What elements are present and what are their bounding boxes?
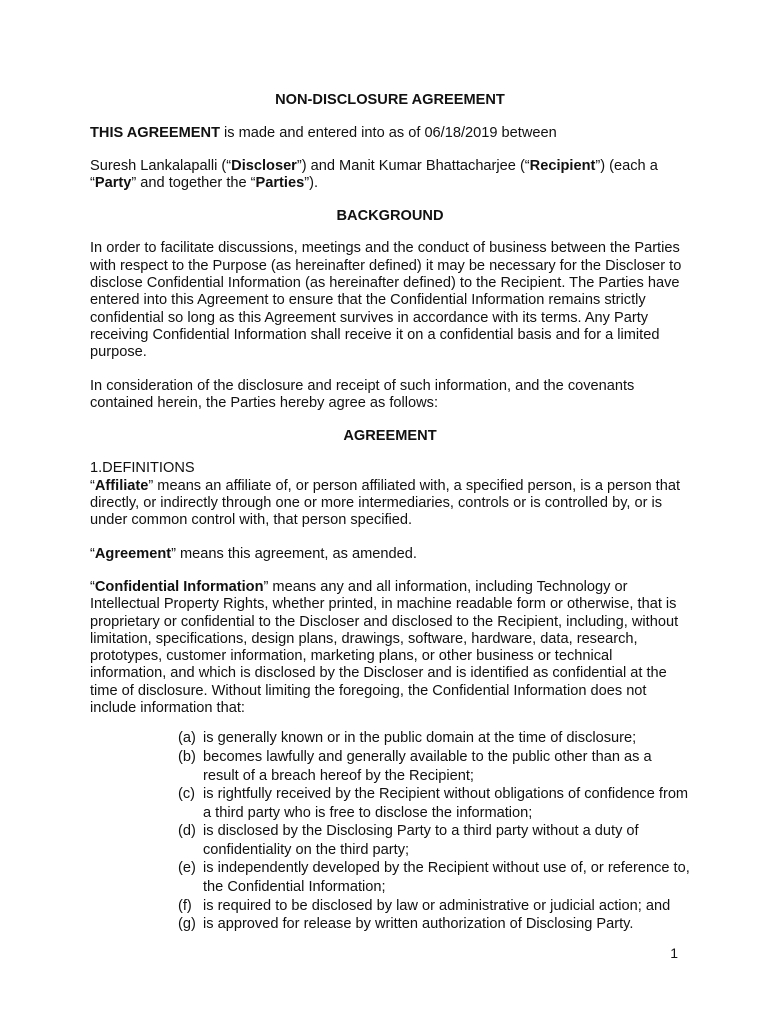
discloser-name: Suresh Lankalapalli [90, 157, 218, 174]
list-marker: (b) [178, 748, 196, 765]
agreement-heading: AGREEMENT [343, 428, 437, 445]
list-marker: (c) [178, 786, 196, 803]
definition-affiliate [90, 478, 690, 530]
list-item-text: is approved for release by written authorization of Disclosing Party. [203, 916, 634, 933]
list-marker: (e) [178, 860, 196, 877]
agreement-definition: ” means this agreement, as amended. [171, 545, 417, 562]
list-item [178, 897, 690, 916]
list-item-text: becomes lawfully and generally available to the public other than as a result of a breach hereof by the Recipient; [203, 748, 652, 784]
parties-paragraph [90, 158, 690, 193]
definition-confidential-information [90, 579, 690, 717]
list-item [178, 785, 690, 822]
list-marker: (d) [178, 823, 196, 840]
intro-lead: THIS AGREEMENT [90, 125, 220, 142]
background-heading: BACKGROUND [336, 208, 444, 225]
definition-agreement [90, 546, 690, 563]
affiliate-definition: ” means an affiliate of, or person affiliated with, a specified person, is a person that directly, or indirectly through one or more intermediaries, controls or is controlled by, or is under common control with, that person specified. [90, 477, 681, 529]
background-paragraph-1: In order to facilitate discussions, meetings and the conduct of business between the Parties with respect to the Purpose (as hereinafter defined) it may be necessary for the Discloser to disclose Confidential Information (as hereinafter defined) to the Recipient. The Parties have entered into this Agreement to ensure that the Confidential Information remains strictly confidential so long as this Agreement survives in accordance with its terms. Any Party receiving Confidential Information shall receive it on a confidential basis and for a limited purpose. [90, 240, 682, 361]
parties-text-2: ”) and Manit Kumar Bhattacharjee (“ [296, 157, 530, 174]
list-item-text: is disclosed by the Disclosing Party to a third party without a duty of confidentiality on the third party; [203, 823, 639, 858]
parties-term: Parties [255, 174, 305, 191]
document-page [90, 92, 690, 934]
confidential-open-quote: “ [90, 578, 95, 595]
list-marker: (f) [178, 897, 192, 914]
list-item [178, 822, 690, 859]
list-item [178, 859, 690, 896]
definitions-title: 1.DEFINITIONS [90, 460, 195, 477]
page-number: 1 [670, 945, 678, 961]
agreement-term: Agreement [94, 545, 172, 562]
recipient-role: Recipient [529, 157, 596, 174]
agreement-open-quote: “ [90, 545, 95, 562]
list-marker: (g) [178, 916, 196, 933]
background-paragraph-2: In consideration of the disclosure and receipt of such information, and the covenants contained herein, the Parties hereby agree as follows: [90, 377, 635, 411]
list-marker: (a) [178, 730, 196, 747]
document-title: NON-DISCLOSURE AGREEMENT [275, 92, 505, 108]
confidential-information-term: Confidential Information [94, 578, 264, 595]
parties-text-4: ” and together the “ [131, 174, 256, 191]
intro-paragraph [90, 125, 690, 142]
list-item-text: is required to be disclosed by law or administrative or judicial action; and [203, 897, 671, 914]
intro-rest: is made and entered into as of 06/18/2019 between [220, 125, 557, 142]
exclusions-list [90, 729, 690, 934]
affiliate-term: Affiliate [94, 477, 149, 494]
affiliate-open-quote: “ [90, 477, 95, 494]
party-term: Party [94, 174, 132, 191]
list-item [178, 729, 690, 748]
discloser-role: Discloser [231, 157, 297, 174]
list-item [178, 915, 690, 934]
list-item-text: is generally known or in the public domain at the time of disclosure; [203, 730, 637, 747]
list-item-text: is independently developed by the Recipient without use of, or reference to, the Confidential Information; [203, 860, 690, 896]
parties-text-5: ”). [304, 174, 318, 191]
confidential-information-definition: ” means any and all information, including Technology or Intellectual Property Rights, whether printed, in machine readable form or otherwise, that is proprietary or confidential to the Discloser and disclosed to the Recipient, including, without limitation, specifications, design plans, drawings, software, hardware, data, research, prototypes, customer information, marketing plans, or other business or technical information, and which is disclosed by the Discloser and is identified as confidential at the time of disclosure. Without limiting the foregoing, the Confidential Information does not include information that: [90, 578, 679, 717]
parties-text-1: (“ [217, 157, 232, 174]
parties-text-3: ”) (each a “ [90, 157, 658, 191]
list-item-text: is rightfully received by the Recipient without obligations of confidence from a third party who is free to disclose the information; [203, 786, 689, 821]
list-item [178, 748, 690, 785]
